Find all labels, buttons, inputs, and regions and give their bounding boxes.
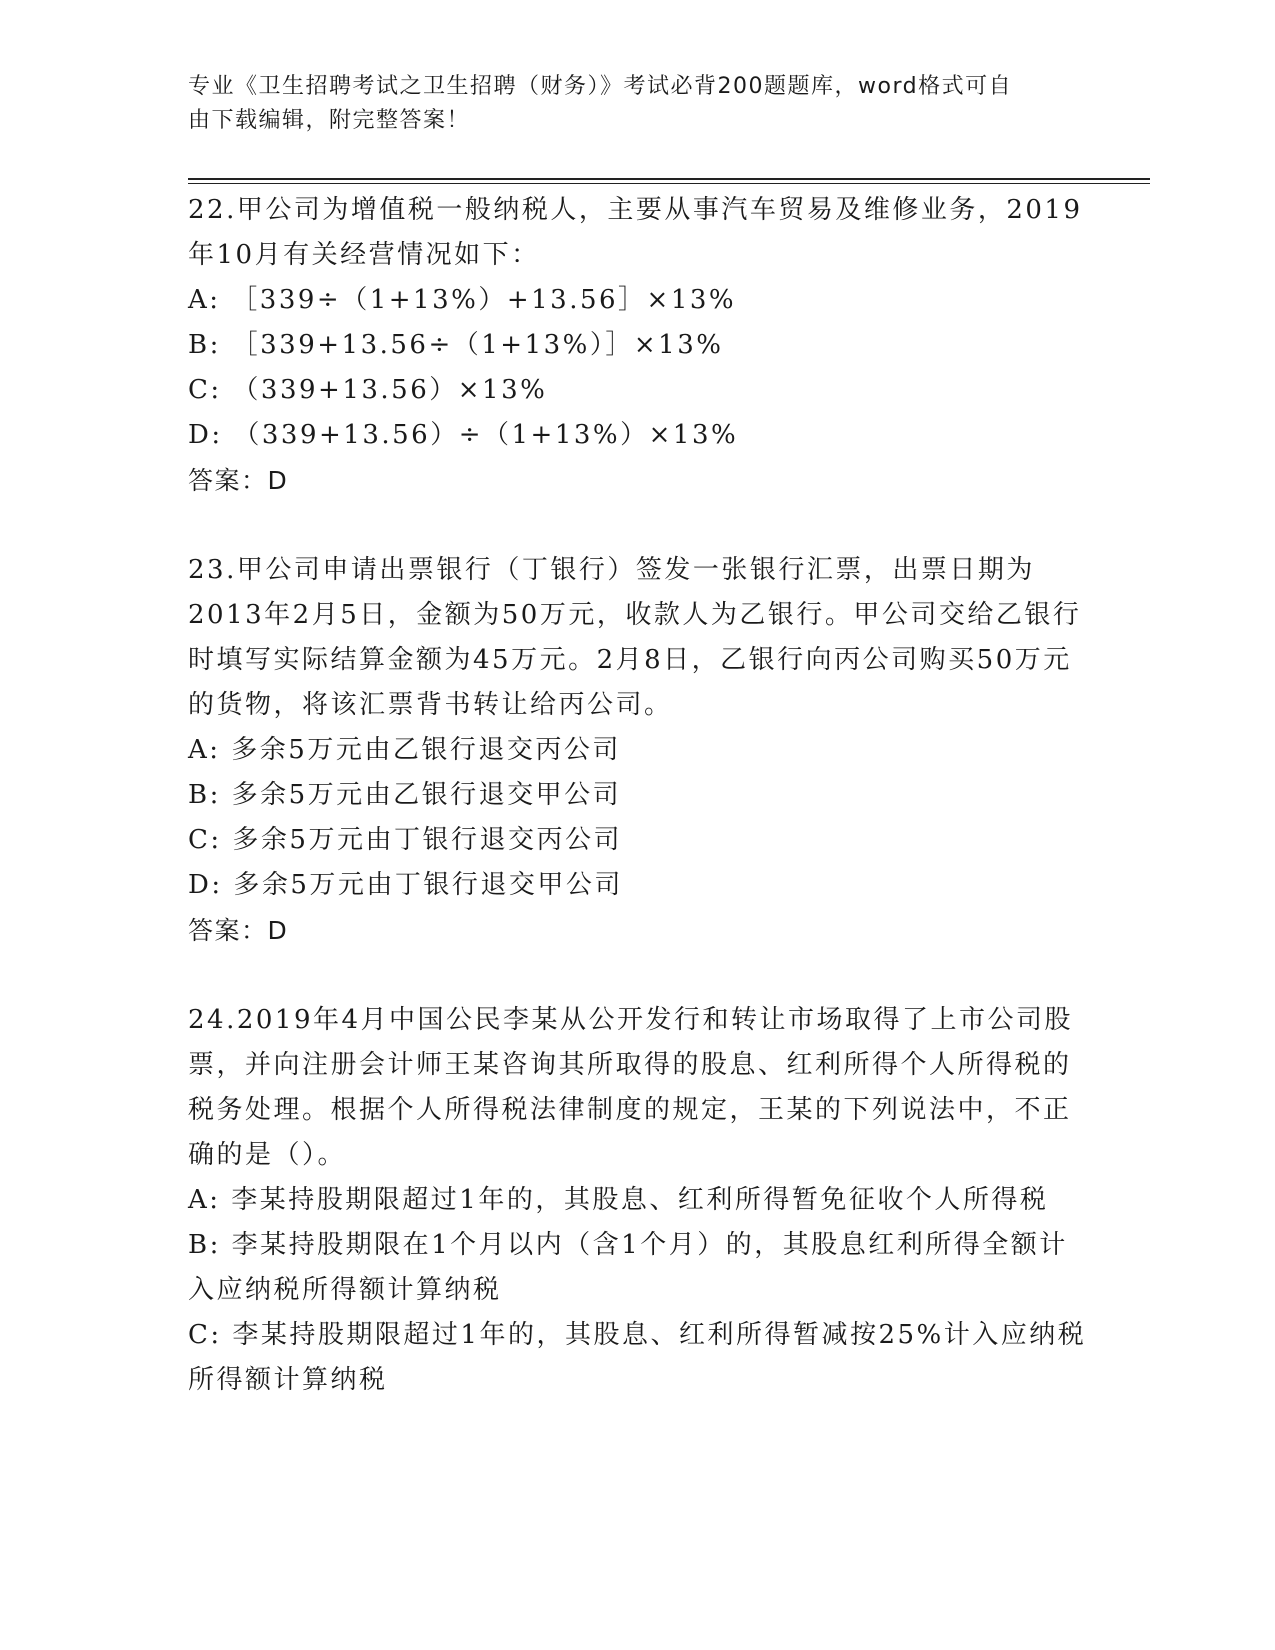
option-c: C: （339+13.56）×13%	[188, 375, 548, 405]
question-24	[188, 998, 1088, 1403]
header-divider-thin	[188, 183, 1150, 184]
option-b: B: ［339+13.56÷（1+13%）］×13%	[188, 330, 724, 360]
option-b: B: 李某持股期限在1个月以内（含1个月）的，其股息红利所得全额计入应纳税所得额计算纳税	[188, 1230, 1068, 1305]
option-a: A: 李某持股期限超过1年的，其股息、红利所得暂免征收个人所得税	[188, 1185, 1049, 1215]
option-c: C: 李某持股期限超过1年的，其股息、红利所得暂减按25%计入应纳税所得额计算纳税	[188, 1320, 1087, 1395]
answer: 答案：D	[188, 916, 289, 945]
option-a: A: ［339÷（1+13%）+13.56］×13%	[188, 285, 737, 315]
question-text: 22.甲公司为增值税一般纳税人，主要从事汽车贸易及维修业务，2019年10月有关经营情况如下：	[188, 195, 1083, 270]
question-list	[188, 188, 1088, 1448]
option-d: D: 多余5万元由丁银行退交甲公司	[188, 870, 623, 900]
question-text: 23.甲公司申请出票银行（丁银行）签发一张银行汇票，出票日期为2013年2月5日，金额为50万元，收款人为乙银行。甲公司交给乙银行时填写实际结算金额为45万元。2月8日，乙银行向丙公司购买50万元的货物，将该汇票背书转让给丙公司。	[188, 555, 1082, 720]
question-22	[188, 188, 1088, 503]
question-23	[188, 548, 1088, 953]
answer: 答案：D	[188, 466, 289, 495]
document-header	[188, 70, 1068, 138]
option-c: C: 多余5万元由丁银行退交丙公司	[188, 825, 622, 855]
option-d: D: （339+13.56）÷（1+13%）×13%	[188, 420, 739, 450]
header-line-2: 由下载编辑，附完整答案！	[188, 108, 471, 133]
option-b: B: 多余5万元由乙银行退交甲公司	[188, 780, 622, 810]
question-text: 24.2019年4月中国公民李某从公开发行和转让市场取得了上市公司股票，并向注册会计师王某咨询其所取得的股息、红利所得个人所得税的税务处理。根据个人所得税法律制度的规定，王某的下列说法中，不正确的是（）。	[188, 1005, 1074, 1170]
header-line-1: 专业《卫生招聘考试之卫生招聘（财务）》考试必背200题题库，word格式可自	[188, 74, 1013, 99]
header-divider-thick	[188, 178, 1150, 180]
option-a: A: 多余5万元由乙银行退交丙公司	[188, 735, 621, 765]
